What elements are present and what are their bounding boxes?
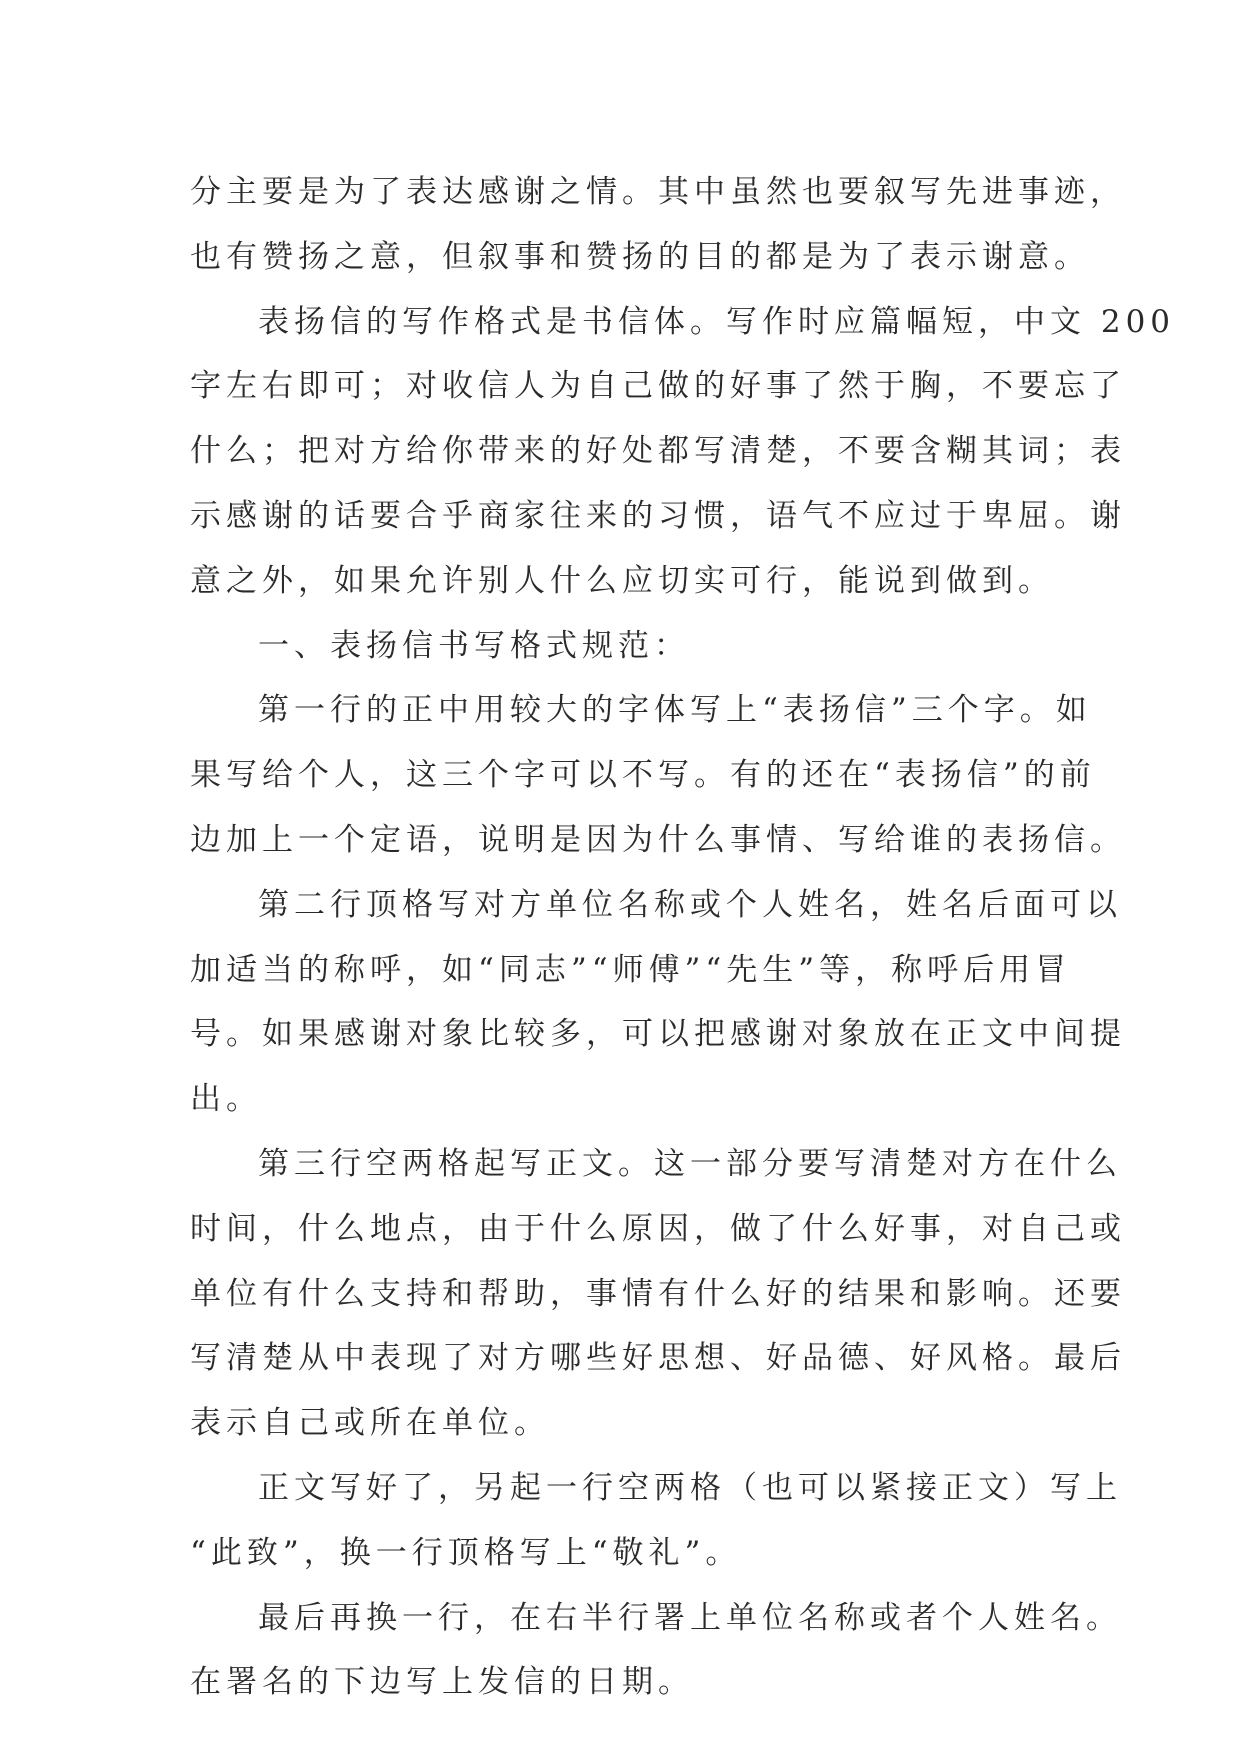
text-line: 单位有什么支持和帮助，事情有什么好的结果和影响。还要 <box>190 1275 1126 1312</box>
text-line: 表扬信的写作格式是书信体。写作时应篇幅短，中文 200 <box>258 303 1176 340</box>
text-line: 正文写好了，另起一行空两格（也可以紧接正文）写上 <box>258 1469 1122 1506</box>
text-line: 表示自己或所在单位。 <box>190 1405 550 1442</box>
text-line: 写清楚从中表现了对方哪些好思想、好品德、好风格。最后 <box>190 1340 1126 1377</box>
document-body <box>190 160 1176 1715</box>
text-line: 字左右即可；对收信人为自己做的好事了然于胸，不要忘了 <box>190 368 1126 405</box>
text-line: 边加上一个定语，说明是因为什么事情、写给谁的表扬信。 <box>190 821 1126 858</box>
text-line: 出。 <box>190 1081 262 1118</box>
text-line: 时间，什么地点，由于什么原因，做了什么好事，对自己或 <box>190 1210 1126 1247</box>
text-line: 意之外，如果允许别人什么应切实可行，能说到做到。 <box>190 562 1054 599</box>
text-line: 第三行空两格起写正文。这一部分要写清楚对方在什么 <box>258 1145 1122 1182</box>
text-line: 分主要是为了表达感谢之情。其中虽然也要叙写先进事迹， <box>190 174 1126 210</box>
text-line: 一、表扬信书写格式规范： <box>258 627 690 664</box>
text-line: 什么；把对方给你带来的好处都写清楚，不要含糊其词；表 <box>190 433 1126 470</box>
text-line: 最后再换一行，在右半行署上单位名称或者个人姓名。 <box>258 1599 1122 1636</box>
text-line: “此致”，换一行顶格写上“敬礼”。 <box>190 1534 742 1571</box>
text-line: 号。如果感谢对象比较多，可以把感谢对象放在正文中间提 <box>190 1016 1126 1053</box>
text-line: 第一行的正中用较大的字体写上“表扬信”三个字。如 <box>258 692 1092 729</box>
text-line: 也有赞扬之意，但叙事和赞扬的目的都是为了表示谢意。 <box>190 238 1090 275</box>
text-line: 果写给个人，这三个字可以不写。有的还在“表扬信”的前 <box>190 757 1096 794</box>
text-line: 示感谢的话要合乎商家往来的习惯，语气不应过于卑屈。谢 <box>190 497 1126 534</box>
text-line: 在署名的下边写上发信的日期。 <box>190 1664 694 1701</box>
text-line: 加适当的称呼，如“同志”“师傅”“先生”等，称呼后用冒 <box>190 951 1072 988</box>
text-line: 第二行顶格写对方单位名称或个人姓名，姓名后面可以 <box>258 886 1122 923</box>
